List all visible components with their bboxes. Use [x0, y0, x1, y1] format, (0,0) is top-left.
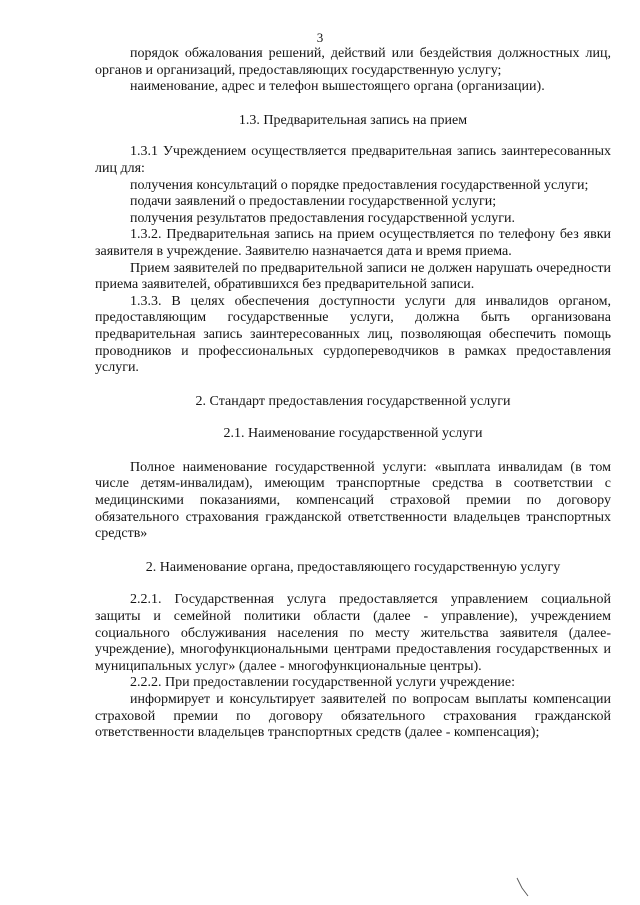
- heading-section-1-3: 1.3. Предварительная запись на прием: [238, 112, 468, 128]
- paragraph-2-2-1: 2.2.1. Государственная услуга предоставляется управлением социальной защиты и семейной политики области (далее - управление), учреждением социального обслуживания населения по месту жительства заявителя (далее- учреждение), многофункциональными центрами предоставления государственных и муниципальных услуг» (далее - многофункциональные центры).: [95, 592, 611, 674]
- heading-section-2: 2. Стандарт предоставления государственной услуги: [195, 393, 511, 409]
- paragraph-1-3-1: 1.3.1 Учреждением осуществляется предварительная запись заинтересованных лиц для:: [95, 144, 611, 176]
- paragraph-informs-consults: информирует и консультирует заявителей по вопросам выплаты компенсации страховой премии по договору обязательного страхования гражданской ответственности владельцев транспортных средств (далее - компенсация);: [95, 692, 611, 741]
- page-number: 3: [316, 30, 324, 45]
- paragraph-2-2-2: 2.2.2. При предоставлении государственной услуги учреждение:: [130, 675, 515, 691]
- list-item-applications: подачи заявлений о предоставлении государственной услуги;: [130, 194, 497, 210]
- paragraph-higher-authority: наименование, адрес и телефон вышестоящего органа (организации).: [130, 79, 545, 95]
- paragraph-appeal-procedure: порядок обжалования решений, действий или бездействия должностных лиц, органов и организаций, предоставляющих государственную услугу;: [95, 46, 611, 78]
- paragraph-1-3-3: 1.3.3. В целях обеспечения доступности услуги для инвалидов органом, предоставляющим государственные услуги, должна быть организована предварительная запись заинтересованных лиц, позволяющая обеспечить помощь проводников и профессиональных сурдопереводчиков в рамках предоставления услуги.: [95, 293, 611, 376]
- document-body: [95, 46, 611, 742]
- heading-section-2-2: 2. Наименование органа, предоставляющего государственную услугу: [145, 559, 561, 575]
- paragraph-1-3-2: 1.3.2. Предварительная запись на прием осуществляется по телефону без явки заявителя в учреждение. Заявителю назначается дата и время приема.: [95, 227, 611, 259]
- paragraph-reception-order: Прием заявителей по предварительной записи не должен нарушать очередности приема заявителей, обратившихся без предварительной записи.: [95, 260, 611, 293]
- list-item-consultations: получения консультаций о порядке предоставления государственной услуги;: [130, 177, 589, 193]
- heading-section-2-1: 2.1. Наименование государственной услуги: [223, 426, 483, 442]
- paragraph-full-service-name: Полное наименование государственной услуги: «выплата инвалидам (в том числе детям-инвалидам), имеющим транспортные средства в соответствии с медицинскими показаниями, компенсаций страховой премии по договору обязательного страхования гражданской ответственности владельцев транспортных средств»: [95, 459, 611, 542]
- pen-tick-mark: [516, 877, 530, 897]
- list-item-results: получения результатов предоставления государственной услуги.: [130, 210, 515, 226]
